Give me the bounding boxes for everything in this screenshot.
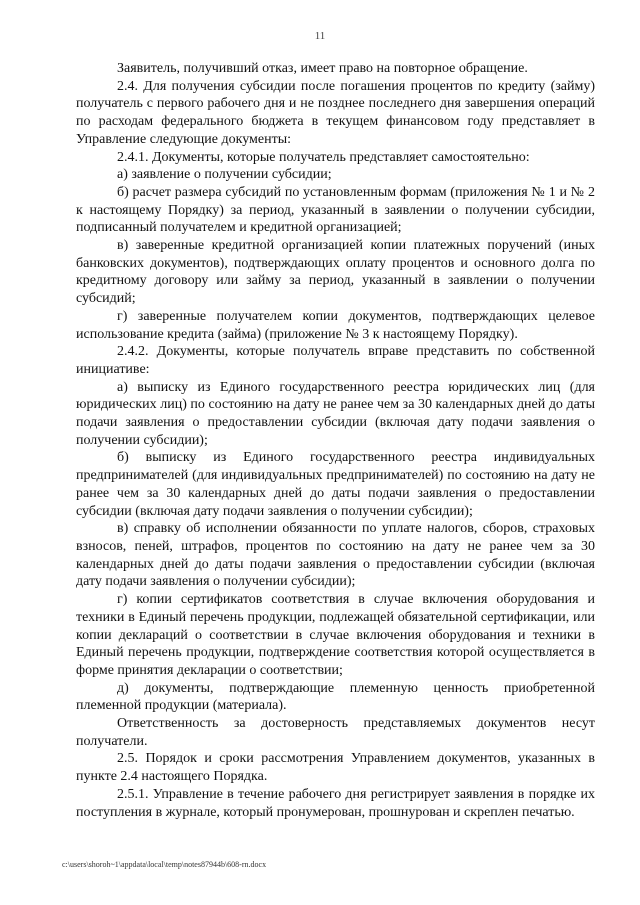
paragraph: в) заверенные кредитной организацией копии платежных поручений (иных банковских документов), подтверждающих оплату процентов и основного долга по кредитному договору или займу за период, указанный в заявлении о получении субсидий; bbox=[76, 238, 595, 307]
paragraph: 2.4.1. Документы, которые получатель представляет самостоятельно: bbox=[117, 149, 530, 165]
paragraph: 2.4. Для получения субсидии после погашения процентов по кредиту (займу) получатель с первого рабочего дня и не позднее последнего дня завершения операций по расходам федерального бюджета в текущем финансовом году представляет в Управление следующие документы: bbox=[76, 78, 595, 147]
paragraph: а) заявление о получении субсидии; bbox=[117, 167, 332, 183]
paragraph: б) выписку из Единого государственного реестра индивидуальных предпринимателей (для индивидуальных предпринимателей) по состоянию на дату не ранее чем за 30 календарных дней до даты подачи заявления о предоставлении субсидии (включая дату подачи заявления о получении субсидии); bbox=[76, 450, 595, 519]
paragraph: б) расчет размера субсидий по установленным формам (приложения № 1 и № 2 к настоящему Порядку) за период, указанный в заявлении о получении субсидии, подписанный получателем и кредитной организацией; bbox=[76, 184, 595, 236]
paragraph: д) документы, подтверждающие племенную ценность приобретенной племенной продукции (материала). bbox=[76, 680, 595, 714]
paragraph: 2.5.1. Управление в течение рабочего дня регистрирует заявления в порядке их поступления в журнале, который пронумерован, прошнурован и скреплен печатью. bbox=[76, 786, 595, 820]
paragraph: в) справку об исполнении обязанности по уплате налогов, сборов, страховых взносов, пеней, штрафов, процентов по состоянию на дату не ранее чем за 30 календарных дней до даты подачи заявления о предоставлении субсидии (включая дату подачи заявления о получении субсидии); bbox=[76, 521, 595, 590]
paragraph: Ответственность за достоверность представляемых документов несут получатели. bbox=[76, 716, 595, 749]
paragraph: г) копии сертификатов соответствия в случае включения оборудования и техники в Единый перечень продукции, подлежащей обязательной сертификации, или копии деклараций о соответствии в случае включения оборудования и техники в Единый перечень продукции, подтверждение соответствия которой осуществляется в форме принятия декларации о соответствии; bbox=[76, 592, 595, 678]
paragraph: а) выписку из Единого государственного реестра юридических лиц (для юридических лиц) по состоянию на дату не ранее чем за 30 календарных дней до даты подачи заявления о предоставлении субсидии (включая дату подачи заявления о получении субсидии); bbox=[76, 379, 595, 448]
footer-file-path: c:\users\shoroh~1\appdata\local\temp\notes87944b\608-rn.docx bbox=[62, 860, 267, 869]
document-body bbox=[76, 60, 595, 821]
paragraph: 2.4.2. Документы, которые получатель вправе представить по собственной инициативе: bbox=[76, 344, 595, 377]
page-number: 11 bbox=[314, 30, 326, 42]
paragraph: 2.5. Порядок и сроки рассмотрения Управлением документов, указанных в пункте 2.4 настоящего Порядка. bbox=[76, 751, 595, 785]
paragraph: Заявитель, получивший отказ, имеет право на повторное обращение. bbox=[117, 61, 528, 76]
paragraph: г) заверенные получателем копии документов, подтверждающих целевое использование кредита (займа) (приложение № 3 к настоящему Порядку). bbox=[76, 308, 595, 342]
